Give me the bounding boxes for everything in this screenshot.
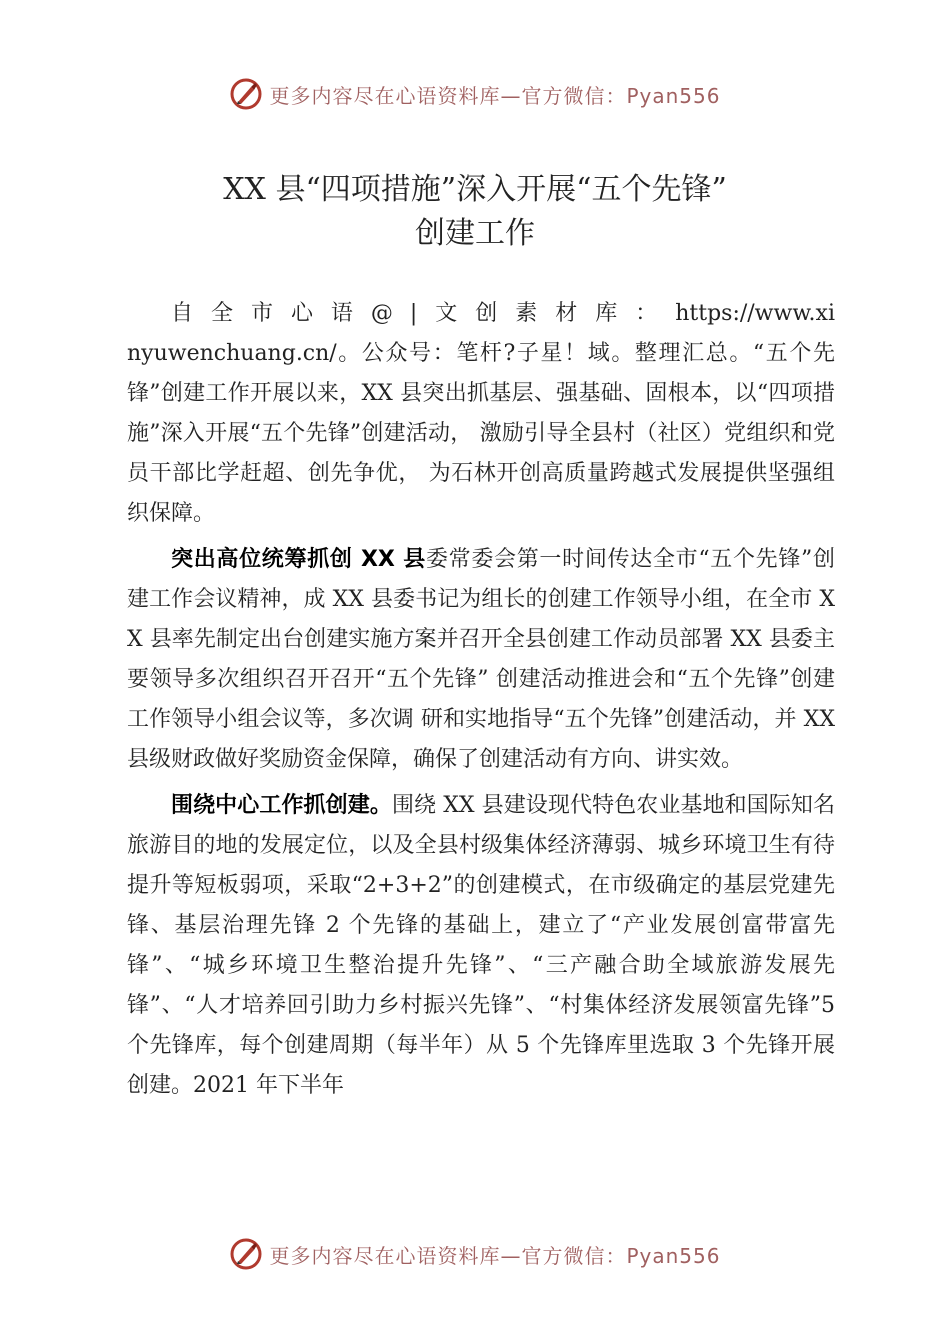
watermark-text: 更多内容尽在心语资料库—官方微信：Pyan556: [269, 1243, 721, 1268]
header-watermark: [0, 72, 950, 116]
brush-logo-icon: [229, 1237, 263, 1271]
paragraph-central-work: [127, 786, 835, 1106]
document-body: [127, 294, 835, 1112]
footer-watermark: [0, 1232, 950, 1276]
paragraph-body: https://www.xinyuwenchuang.cn/。公众号：笔杆?子星！域。整理汇总。“五个先锋”创建工作开展以来，XX 县突出抓基层、强基础、固根本，以“四项措施”深入开展“五个先锋”创建活动， 激励引导全县村（社区）党组织和党员干部比学赶超、创先争优， 为石林开创高质量跨越式发展提供坚强组织保障。: [127, 301, 835, 526]
paragraph-intro: [127, 294, 835, 534]
paragraph-source-text: 自全市心语@|文创素材库：: [171, 301, 676, 326]
document-title: [0, 168, 950, 256]
paragraph-coordination: [127, 540, 835, 780]
paragraph-body: 围绕 XX 县建设现代特色农业基地和国际知名旅游目的地的发展定位，以及全县村级集体经济薄弱、城乡环境卫生有待提升等短板弱项，采取“2+3+2”的创建模式，在市级确定的基层党建先锋、基层治理先锋 2 个先锋的基础上，建立了“产业发展创富带富先锋”、“城乡环境卫生整治提升先锋”、“三产融合助全域旅游发展先锋”、“人才培养回引助力乡村振兴先锋”、“村集体经济发展领富先锋”5 个先锋库，每个创建周期（每半年）从 5 个先锋库里选取 3 个先锋开展创建。2021 年下半年: [127, 793, 835, 1098]
paragraph-lead: 突出高位统筹抓创 XX 县: [171, 547, 426, 572]
title-line-1: XX 县“四项措施”深入开展“五个先锋”: [223, 172, 727, 207]
brush-logo-icon: [229, 77, 263, 111]
title-line-2: 创建工作: [415, 216, 535, 251]
paragraph-body: 委常委会第一时间传达全市“五个先锋”创建工作会议精神，成 XX 县委书记为组长的创建工作领导小组，在全市 XX 县率先制定出台创建实施方案并召开全县创建工作动员部署 XX 县委主要领导多次组织召开召开“五个先锋” 创建活动推进会和“五个先锋”创建工作领导小组会议等，多次调 研和实地指导“五个先锋”创建活动，并 XX 县级财政做好奖励资金保障，确保了创建活动有方向、讲实效。: [127, 547, 836, 772]
watermark-text: 更多内容尽在心语资料库—官方微信：Pyan556: [269, 83, 721, 108]
paragraph-lead: 围绕中心工作抓创建。: [171, 793, 392, 818]
